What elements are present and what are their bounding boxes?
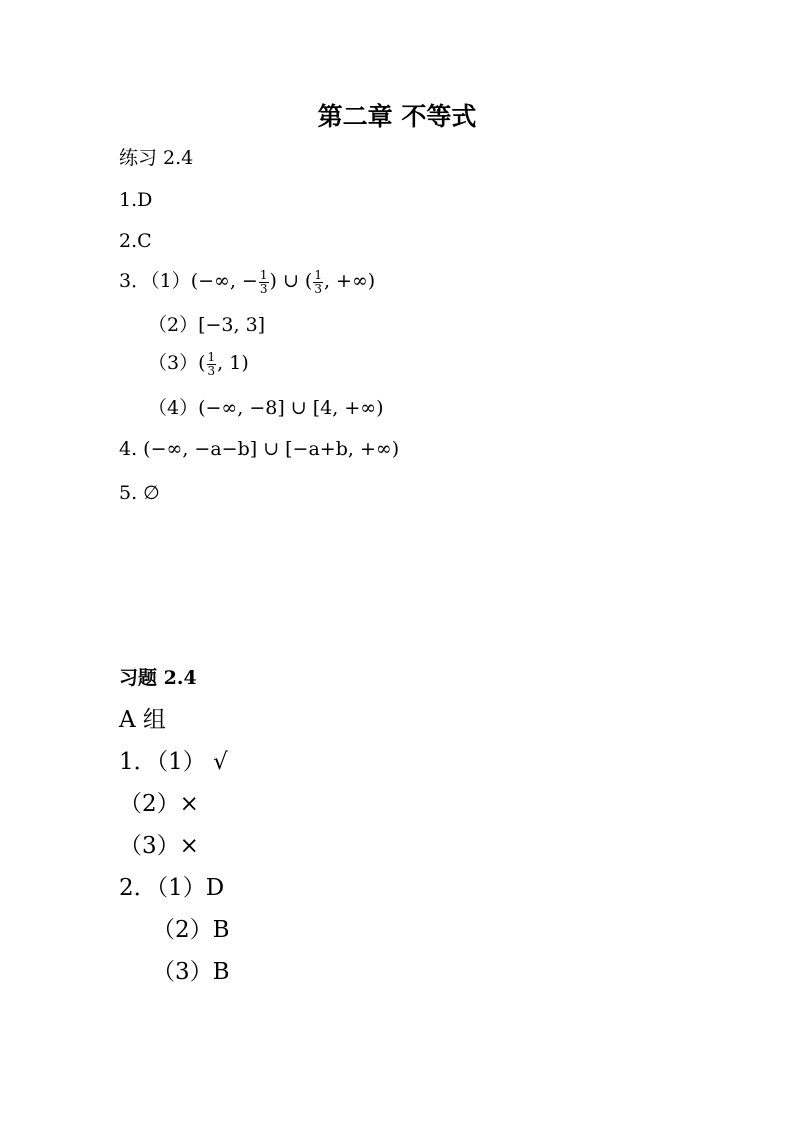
practice-answer-3-part-3 — [148, 351, 249, 377]
exercise-answer-2-part-3: （3）B — [152, 959, 230, 985]
fraction: $\frac{1}{3}$ — [207, 350, 216, 378]
math-text: ) ∪ ( — [269, 270, 313, 293]
practice-answer-3-part-2: （2）[−3, 3] — [148, 314, 266, 336]
page-title: 第二章 不等式 — [317, 102, 477, 131]
exercise-answer-2-part-2: （2）B — [152, 917, 230, 943]
exercise-answer-1-part-1: 1．（1） √ — [119, 749, 228, 775]
exercise-answer-1-part-3: （3）× — [119, 833, 199, 859]
practice-answer-5: 5. ∅ — [119, 482, 160, 504]
fraction: $\frac{1}{3}$ — [314, 268, 322, 296]
math-text: (−∞, − — [190, 270, 258, 293]
group-heading: A 组 — [119, 707, 166, 733]
practice-answer-3-part-4: （4）(−∞, −8] ∪ [4, +∞) — [148, 397, 384, 419]
exercise-heading: 习题 2.4 — [119, 667, 197, 689]
fraction: $\frac{1}{3}$ — [259, 268, 268, 296]
practice-answer-1: 1.D — [119, 189, 153, 211]
question-number: 3．（1） — [119, 270, 191, 293]
practice-answer-3-part-1 — [119, 269, 375, 295]
math-text: , 1) — [217, 352, 249, 375]
math-text: （3）( — [148, 352, 206, 375]
practice-heading: 练习 2.4 — [119, 147, 194, 169]
practice-answer-4: 4. (−∞, −a−b] ∪ [−a+b, +∞) — [119, 438, 400, 460]
practice-answer-2: 2.C — [119, 230, 152, 252]
exercise-answer-1-part-2: （2）× — [119, 791, 199, 817]
exercise-answer-2-part-1: 2．（1）D — [119, 875, 225, 901]
math-text: , +∞) — [323, 270, 376, 293]
